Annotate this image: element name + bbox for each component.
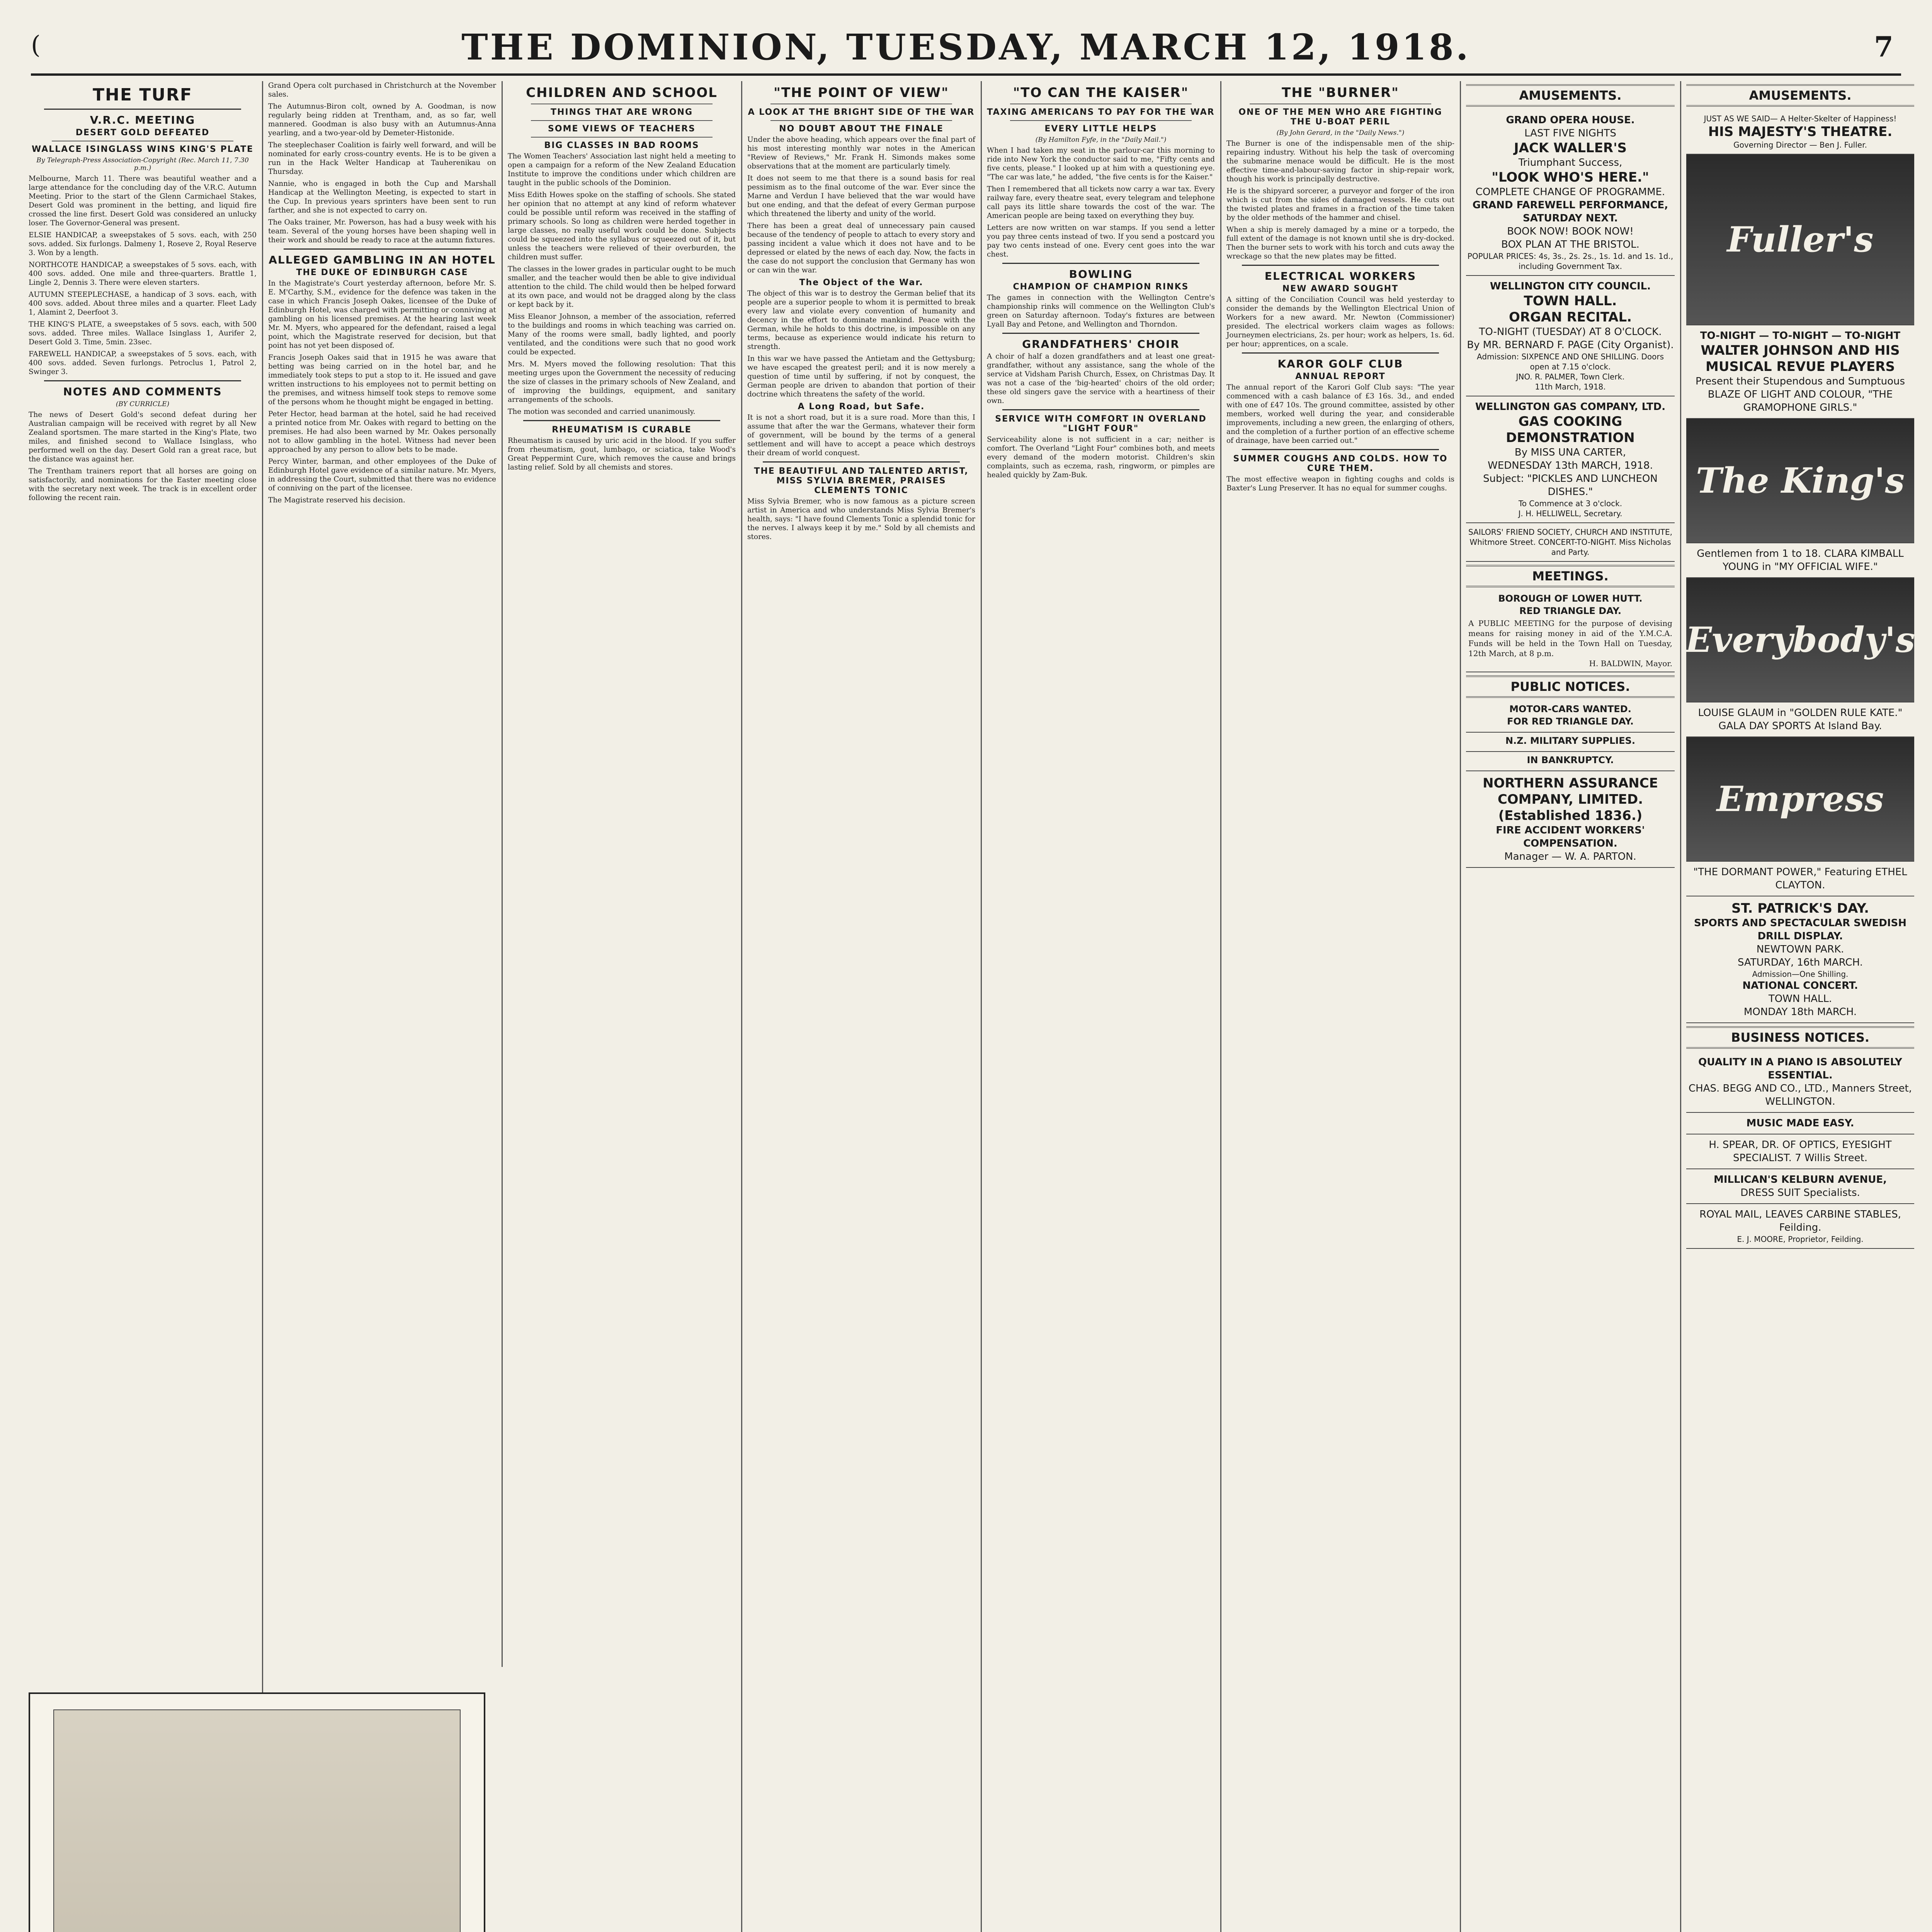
ad-line: J. H. HELLIWELL, Secretary. — [1518, 509, 1622, 518]
column-children-school — [502, 81, 742, 1932]
article-headline: BOWLING — [1069, 268, 1133, 281]
ad-line: By MR. BERNARD F. PAGE (City Organist). — [1467, 339, 1674, 351]
holiday-photo-illustration — [53, 1709, 461, 1932]
ad-line: JUST AS WE SAID— A Helter-Skelter of Happiness! — [1704, 114, 1897, 123]
column-can-the-kaiser — [981, 81, 1221, 1932]
notice-red-triangle-meeting — [1466, 590, 1675, 672]
section-heading: BUSINESS NOTICES. — [1686, 1026, 1914, 1049]
paragraph: In the Magistrate's Court yesterday afternoon, before Mr. S. E. M'Carthy, S.M., evidence for the defence was taken in the case in which Francis Joseph Oakes, licensee of the Duke of Edinburgh Hotel, was charged with permitting or conniving at gambling on his licensed premises. At the hearing last week Mr. M. Myers, who appeared for the defendant, raised a legal point, which the Magistrate reserved for decision, but that point has not yet been disposed of. — [268, 279, 496, 350]
ad-line: NORTHERN ASSURANCE COMPANY, LIMITED. (Established 1836.) — [1483, 776, 1658, 823]
ad-line: Gentlemen from 1 to 18. CLARA KIMBALL YOUNG in "MY OFFICIAL WIFE." — [1697, 548, 1904, 573]
notice-title: RED TRIANGLE DAY. — [1519, 605, 1622, 616]
ad-line: JACK WALLER'S — [1514, 140, 1627, 156]
ad-line: JNO. R. PALMER, Town Clerk. — [1516, 372, 1625, 381]
masthead-bracket: ( — [31, 31, 41, 60]
notice-title: FOR RED TRIANGLE DAY. — [1507, 716, 1634, 727]
ad-line: GRAND OPERA HOUSE. — [1506, 114, 1635, 126]
paragraph: Rheumatism is caused by uric acid in the blood. If you suffer from rheumatism, gout, lumbago, or sciatica, take Wood's Great Peppermint Cure, which removes the cause and brings lasting relief. Sold by all chemists and stores. — [508, 437, 736, 471]
byline: (By Hamilton Fyfe, in the "Daily Mail.") — [1035, 136, 1167, 144]
article-headline: ELECTRICAL WORKERS — [1264, 270, 1417, 282]
article-headline: GRANDFATHERS' CHOIR — [1022, 338, 1180, 350]
ad-line: E. J. MOORE, Proprietor, Feilding. — [1737, 1235, 1864, 1244]
article-headline: "THE POINT OF VIEW" — [774, 85, 949, 100]
ad-line: LAST FIVE NIGHTS — [1524, 128, 1616, 139]
ad-line: SPORTS AND SPECTACULAR SWEDISH DRILL DISPLAY. — [1694, 917, 1907, 942]
ad-line: HIS MAJESTY'S THEATRE. — [1708, 124, 1893, 139]
ad-line: LOUISE GLAUM in "GOLDEN RULE KATE." — [1698, 707, 1903, 719]
notice-military-supplies — [1466, 733, 1675, 752]
advert-optician — [1686, 1134, 1914, 1169]
advert-kings-programme — [1686, 543, 1914, 578]
ad-line: TO-NIGHT — TO-NIGHT — TO-NIGHT — [1700, 330, 1901, 342]
paragraph: Letters are now written on war stamps. If you send a letter you pay three cents instead of two. If you send a postcard you pay two cents instead of one. Every cent goes into the war chest. — [987, 224, 1215, 259]
paragraph: Miss Sylvia Bremer, who is now famous as a picture screen artist in America and who understands Miss Sylvia Bremer's health, says: "I have found Clements Tonic a splendid tonic for the nerves. I always keep it by me." Sold by all chemists and stores. — [747, 497, 975, 541]
ad-line: By MISS UNA CARTER, — [1514, 447, 1626, 458]
article-subheadline: THE DUKE OF EDINBURGH CASE — [296, 268, 468, 277]
article-subheadline: THINGS THAT ARE WRONG — [550, 107, 693, 117]
paragraph: NORTHCOTE HANDICAP, a sweepstakes of 5 sovs. each, with 400 sovs. added. One mile and three-quarters. Brattle 1, Lingle 2, Dennis 3. There were eleven starters. — [29, 261, 257, 287]
ad-line: SATURDAY, 16th MARCH. — [1738, 957, 1863, 968]
ad-line: NATIONAL CONCERT. — [1742, 980, 1858, 992]
advert-organ-recital — [1466, 276, 1675, 396]
notice-bankruptcy — [1466, 752, 1675, 771]
advert-millicans — [1686, 1169, 1914, 1204]
paragraph: It is not a short road, but it is a sure road. More than this, I assume that after the war the Germans, whatever their form of government, will be bound by the terms of a general settlement and will have to accept a peace which destroys their dream of world conquest. — [747, 413, 975, 457]
ad-line: GAS COOKING DEMONSTRATION — [1506, 414, 1635, 446]
paragraph: FAREWELL HANDICAP, a sweepstakes of 5 sovs. each, with 400 sovs. added. Seven furlongs. Petroclus 1, Patrol 2, Swinger 3. — [29, 350, 257, 376]
article-headline: NOTES AND COMMENTS — [63, 385, 222, 398]
article-subheadline: ANNUAL REPORT — [1295, 372, 1386, 381]
notice-body: A PUBLIC MEETING for the purpose of devising means for raising money in aid of the Y.M.C.A. Funds will be held in the Town Hall on Tuesday, 12th March, at 8 p.m. — [1468, 619, 1672, 658]
ad-line: TOWN HALL. — [1524, 293, 1617, 309]
ad-line: Governing Director — Ben J. Fuller. — [1733, 140, 1867, 150]
ad-line: 11th March, 1918. — [1535, 382, 1606, 391]
paragraph: The Autumnus-Biron colt, owned by A. Goodman, is now regularly being ridden at Trentham, and, as so far, well mannered. Goodman is also busy with an Autumnus-Anna yearling, and a two-year-old by Demeter-Histonide. — [268, 102, 496, 137]
advert-begg-pianos — [1686, 1052, 1914, 1113]
section-subheading: The Object of the War. — [799, 278, 923, 287]
paragraph: The most effective weapon in fighting coughs and colds is Baxter's Lung Preserver. It has no equal for summer coughs. — [1226, 475, 1454, 492]
section-heading: AMUSEMENTS. — [1686, 84, 1914, 107]
notice-title: IN BANKRUPTCY. — [1527, 755, 1614, 765]
ad-line: WELLINGTON GAS COMPANY, LTD. — [1475, 401, 1666, 413]
paragraph: In this war we have passed the Antietam and the Gettysburg; we have escaped the greatest peril; and it is now merely a question of time until by suffering, if not by conquest, the German people are driven to abandon that portion of their doctrine which threatens the safety of the world. — [747, 355, 975, 398]
fullers-logo: Fuller's — [1686, 155, 1914, 325]
ad-line: SAILORS' FRIEND SOCIETY, CHURCH AND INSTITUTE, Whitmore Street. CONCERT-TO-NIGHT. Miss Nicholas and Party. — [1468, 527, 1673, 557]
paragraph: He is the shipyard sorcerer, a purveyor and forger of the iron which is cut from the sides of damaged vessels. He cuts out the twisted plates and frames in a fraction of the time taken by the older methods of the hammer and chisel. — [1226, 187, 1454, 222]
article-headline: V.R.C. MEETING — [90, 114, 196, 126]
paragraph: When I had taken my seat in the parlour-car this morning to ride into New York the conductor said to me, "Fifty cents and five cents, please." I looked up at him with a questioning eye. "The car was late," he added, "the five cents is for the Kaiser." — [987, 146, 1215, 181]
article-subheadline: A LOOK AT THE BRIGHT SIDE OF THE WAR — [748, 107, 975, 117]
ad-line: MONDAY 18th MARCH. — [1743, 1006, 1857, 1018]
ad-line: GALA DAY SPORTS At Island Bay. — [1718, 720, 1882, 732]
notice-signature: H. BALDWIN, Mayor. — [1589, 659, 1672, 668]
article-subheadline: BIG CLASSES IN BAD ROOMS — [544, 141, 699, 150]
paragraph: The Burner is one of the indispensable men of the ship-repairing industry. Without his help the task of overcoming the submarine menace would be difficult. He is the most effective time-and-labour-saving factor in ship-repair work, though his work is principally destructive. — [1226, 139, 1454, 183]
paragraph: Under the above heading, which appears over the final part of his most interesting monthly war notes in the American "Review of Reviews," Mr. Frank H. Simonds makes some observations that at the moment are particularly timely. — [747, 136, 975, 170]
kings-theatre-logo: The King's — [1686, 419, 1914, 543]
byline: (By John Gerard, in the "Daily News.") — [1276, 129, 1405, 137]
article-headline: RHEUMATISM IS CURABLE — [552, 425, 692, 435]
ad-line: GRAND FAREWELL PERFORMANCE, SATURDAY NEXT. — [1472, 199, 1668, 224]
ad-line: WEDNESDAY 13th MARCH, 1918. — [1488, 460, 1653, 471]
article-subheadline: ONE OF THE MEN WHO ARE FIGHTING THE U-BOAT PERIL — [1238, 107, 1442, 127]
article-subheadline: TAXING AMERICANS TO PAY FOR THE WAR — [987, 107, 1215, 117]
article-headline: CHILDREN AND SCHOOL — [526, 85, 718, 100]
paragraph: Serviceability alone is not sufficient in a car; neither is comfort. The Overland "Light Four" combines both, and meets every demand of the modern motorist. Children's skin complaints, such as eczema, rash, ringworm, or pimples are healed quickly by Zam-Buk. — [987, 435, 1215, 479]
paragraph: The steeplechaser Coalition is fairly well forward, and will be nominated for early cross-country events. He is to be given a run in the Hack Welter Handicap at Tauherenikau on Thursday. — [268, 141, 496, 176]
advert-walter-johnson-revue — [1686, 325, 1914, 419]
advert-his-majestys-theatre — [1686, 110, 1914, 155]
paragraph: Then I remembered that all tickets now carry a war tax. Every railway fare, every theatre seat, every telegram and telephone call pays its little share towards the cost of the war. The American people are being taxed on everything they buy. — [987, 185, 1215, 220]
empress-logo: Empress — [1686, 737, 1914, 862]
paragraph: Percy Winter, barman, and other employees of the Duke of Edinburgh Hotel gave evidence of a similar nature. Mr. Myers, in addressing the Court, submitted that there was no evidence of conniving on the part of the licensee. — [268, 457, 496, 492]
paragraph: Grand Opera colt purchased in Christchurch at the November sales. — [268, 82, 496, 99]
paragraph: Melbourne, March 11. There was beautiful weather and a large attendance for the concluding day of the V.R.C. Autumn Meeting. Prior to the start of the Glenn Carmichael Stakes, Desert Gold was prominent in the betting, and liquid fire crossed the line first. Desert Gold was considered an unlucky loser. The Governor-General was present. — [29, 175, 257, 227]
ad-line: NEWTOWN PARK. — [1756, 944, 1844, 955]
paragraph: The Women Teachers' Association last night held a meeting to open a campaign for a reform of the New Zealand Education Institute to improve the conditions under which children are taught in the public schools of the Dominion. — [508, 152, 736, 187]
notice-title: N.Z. MILITARY SUPPLIES. — [1505, 735, 1636, 746]
paragraph: The classes in the lower grades in particular ought to be much smaller, and the teacher would then be able to give individual attention to the child. The child would then be helped forward at its own pace, and would not be dragged along by the class or kept back by it. — [508, 265, 736, 309]
ad-line: Admission: SIXPENCE AND ONE SHILLING. Doors open at 7.15 o'clock. — [1477, 352, 1664, 371]
column-turf-continued — [263, 81, 503, 1667]
advert-headline: THE BEAUTIFUL AND TALENTED ARTIST, MISS SYLVIA BREMER, PRAISES CLEMENTS TONIC — [754, 466, 969, 495]
ad-line: WALTER JOHNSON AND HIS MUSICAL REVUE PLAYERS — [1701, 343, 1900, 374]
ad-line: To Commence at 3 o'clock. — [1518, 499, 1622, 508]
section-subheading: A Long Road, but Safe. — [798, 402, 925, 412]
notice-motorcars — [1466, 701, 1675, 733]
paragraph: It does not seem to me that there is a sound basis for real pessimism as to the final outcome of the war. Ever since the Marne and Verdun I have believed that the war would have but one ending, and that the defeat of every German purpose which threatened the liberty and unity of the world. — [747, 174, 975, 218]
ad-line: ROYAL MAIL, LEAVES CARBINE STABLES, Feilding. — [1699, 1209, 1901, 1233]
paragraph: Nannie, who is engaged in both the Cup and Marshall Handicap at the Wellington Meeting, is expected to start in the Cup. In previous years sprinters have been sent to run farther, and she is not expected to carry on. — [268, 180, 496, 214]
ad-line: "THE DORMANT POWER," Featuring ETHEL CLAYTON. — [1693, 866, 1907, 891]
ad-line: BOX PLAN AT THE BRISTOL. — [1501, 239, 1639, 250]
ad-line: MUSIC MADE EASY. — [1746, 1117, 1854, 1129]
paragraph: The annual report of the Karori Golf Club says: "The year commenced with a cash balance of £3 16s. 3d., and ended with one of £47 10s. The ground committee, assisted by other members, worked well during the year, and considerable improvements, including a new green, the enlarging of others, and the completion of a further portion of an effective scheme of drainage, have been carried out." — [1226, 383, 1454, 445]
paragraph: Mrs. M. Myers moved the following resolution: That this meeting urges upon the Government the necessity of reducing the size of classes in the primary schools of New Zealand, and of improving the buildings, equipment, and sanitary arrangements of the schools. — [508, 360, 736, 404]
paragraph: When a ship is merely damaged by a mine or a torpedo, the full extent of the damage is not known until she is dry-docked. Then the burner sets to work with his torch and cuts away the wreckage so that the new plates may be fitted. — [1226, 226, 1454, 260]
ad-line: FIRE ACCIDENT WORKERS' COMPENSATION. — [1496, 825, 1645, 849]
masthead — [31, 15, 1901, 76]
column-turf — [23, 81, 263, 1932]
notice-title: BOROUGH OF LOWER HUTT. — [1498, 593, 1643, 604]
paragraph: The games in connection with the Wellington Centre's championship rinks will commence on the Wellington Club's green on Saturday afternoon. Today's fixtures are between Lyall Bay and Petone, and Wellington and Thorndon. — [987, 294, 1215, 328]
paragraph: A sitting of the Conciliation Council was held yesterday to consider the demands by the Wellington Electrical Union of Workers for a new award. Mr. Newton (Commissioner) presided. The electrical workers claim wages as follows: Journeymen electricians, 2s. per hour; work as helpers, 1s. 6d. per hour; apprentices, on a scale. — [1226, 296, 1454, 348]
paragraph: Miss Eleanor Johnson, a member of the association, referred to the buildings and rooms in which teaching was carried on. Many of the rooms were small, badly lighted, and poorly ventilated, and the conditions were such that no good work could be expected. — [508, 313, 736, 356]
everybodys-logo: Everybody's — [1686, 578, 1914, 702]
dateline: By Telegraph-Press Association-Copyright (Rec. March 11, 7.30 p.m.) — [36, 156, 249, 172]
ad-line: WELLINGTON CITY COUNCIL. — [1490, 281, 1651, 292]
advert-headline: SUMMER COUGHS AND COLDS. HOW TO CURE THEM. — [1233, 454, 1448, 473]
article-subheadline: NEW AWARD SOUGHT — [1282, 284, 1399, 294]
ad-line: Manager — W. A. PARTON. — [1504, 851, 1636, 862]
ad-line: ORGAN RECITAL. — [1509, 310, 1632, 325]
ad-line: QUALITY IN A PIANO IS ABSOLUTELY ESSENTIAL. — [1698, 1056, 1902, 1081]
ad-line: DRESS SUIT Specialists. — [1740, 1187, 1860, 1199]
ad-line: MILLICAN'S KELBURN AVENUE, — [1713, 1174, 1887, 1185]
ad-line: Subject: "PICKLES AND LUNCHEON DISHES." — [1483, 473, 1658, 498]
advert-everybodys-programme — [1686, 702, 1914, 737]
ad-line: H. SPEAR, DR. OF OPTICS, EYESIGHT SPECIALIST. 7 Willis Street. — [1709, 1139, 1892, 1164]
kodak-advertisement — [23, 1692, 491, 1932]
ad-line: BOOK NOW! BOOK NOW! — [1507, 226, 1634, 237]
paragraph: The Oaks trainer, Mr. Powerson, has had a busy week with his team. Several of the young horses have been shaping well in their work and should be ready to race at the autumn fixtures. — [268, 218, 496, 244]
section-heading: THE TURF — [93, 85, 192, 105]
ad-line: ST. PATRICK'S DAY. — [1731, 901, 1869, 916]
paragraph: The object of this war is to destroy the German belief that its people are a superior people to whom it is permitted to break every law and violate every convention of humanity and decency in the effort to dominate mankind. Peace with the German, while he holds to this doctrine, is impossible on any terms, because as experience would indicate his return to strength. — [747, 289, 975, 351]
section-heading: AMUSEMENTS. — [1466, 84, 1675, 107]
paragraph: Miss Edith Howes spoke on the staffing of schools. She stated her opinion that no attempt at any kind of reform whatever could be possible until reform was received in the staffing of primary schools. So long as children were herded together in large classes, no really useful work could be done. Subjects could be squeezed into the syllabus or squeezed out of it, but unless the teachers were relieved of their overburden, the children must suffer. — [508, 191, 736, 261]
ad-line: CHAS. BEGG AND CO., LTD., Manners Street, WELLINGTON. — [1689, 1083, 1912, 1107]
column-amusements-notices — [1461, 81, 1681, 1932]
notice-title: MOTOR-CARS WANTED. — [1509, 704, 1631, 714]
article-subheadline: SOME VIEWS OF TEACHERS — [548, 124, 696, 134]
advert-grand-opera-house — [1466, 110, 1675, 276]
advert-music — [1686, 1113, 1914, 1134]
paragraph: ELSIE HANDICAP, a sweepstakes of 5 sovs. each, with 250 sovs. added. Six furlongs. Dalmeny 1, Roseve 2, Royal Reserve 3. Won by a length. — [29, 231, 257, 257]
page-number: 7 — [1874, 30, 1893, 63]
ad-line: "LOOK WHO'S HERE." — [1492, 170, 1649, 185]
article-headline: KAROR GOLF CLUB — [1277, 357, 1403, 370]
article-subheadline: WALLACE ISINGLASS WINS KING'S PLATE — [31, 145, 254, 154]
article-subheadline: NO DOUBT ABOUT THE FINALE — [779, 124, 944, 134]
article-headline: "TO CAN THE KAISER" — [1013, 85, 1189, 100]
advert-northern-assurance — [1466, 771, 1675, 868]
article-subheadline: CHAMPION OF CHAMPION RINKS — [1013, 282, 1189, 292]
article-headline: ALLEGED GAMBLING IN AN HOTEL — [269, 253, 496, 266]
ad-line: Triumphant Success, — [1518, 157, 1622, 168]
advert-empress-programme — [1686, 862, 1914, 896]
section-heading: PUBLIC NOTICES. — [1466, 675, 1675, 698]
advert-sailors-concert — [1466, 523, 1675, 562]
paragraph: There has been a great deal of unnecessary pain caused because of the tendency of people to attach to every story and passing incident a value which it does not have and to be depressed or elated by the news of each day. Now, the facts in the case do not support the conclusion that Germany has won or can win the war. — [747, 222, 975, 274]
ad-line: TOWN HALL. — [1768, 993, 1832, 1005]
ad-line: COMPLETE CHANGE OF PROGRAMME. — [1475, 186, 1665, 198]
ad-line: Admission—One Shilling. — [1752, 969, 1849, 979]
paragraph: The motion was seconded and carried unanimously. — [508, 408, 696, 416]
paragraph: The Magistrate reserved his decision. — [268, 496, 405, 504]
article-headline: THE "BURNER" — [1282, 85, 1399, 100]
advert-gas-demonstration — [1466, 396, 1675, 523]
paragraph: AUTUMN STEEPLECHASE, a handicap of 3 sovs. each, with 400 sovs. added. About three miles and a quarter. Fleet Lady 1, Alamint 2, Deerfoot 3. — [29, 291, 257, 316]
advert-headline: SERVICE WITH COMFORT IN OVERLAND "LIGHT FOUR" — [995, 414, 1207, 434]
column-point-of-view — [742, 81, 982, 1932]
advert-st-patricks-day — [1686, 896, 1914, 1023]
paragraph: THE KING'S PLATE, a sweepstakes of 5 sovs. each, with 500 sovs. added. Three miles. Wallace Isinglass 1, Aurifer 2, Desert Gold 3. Time, 5min. 23sec. — [29, 320, 257, 346]
paragraph: Francis Joseph Oakes said that in 1915 he was aware that betting was being carried on in the hotel bar, and he immediately took steps to put a stop to it. He issued and gave written instructions to his employees not to permit betting on the premises, and witness himself took steps to remove some of the persons whom he thought might be engaged in betting. — [268, 354, 496, 406]
masthead-title: THE DOMINION, TUESDAY, MARCH 12, 1918. — [461, 26, 1471, 68]
paragraph: The Trentham trainers report that all horses are going on satisfactorily, and nominations for the Easter meeting close with the secretary next week. The track is in excellent order following the recent rain. — [29, 467, 257, 502]
byline: (BY CURRICLE) — [116, 400, 170, 408]
article-subheadline: EVERY LITTLE HELPS — [1044, 124, 1157, 134]
article-subheadline: DESERT GOLD DEFEATED — [75, 128, 210, 138]
paragraph: The news of Desert Gold's second defeat during her Australian campaign will be received with regret by all New Zealand sportsmen. The mare started in the King's Plate, two miles, and finished second to Wallace Isinglass, who performed well on the day. Desert Gold ran a great race, but the distance was against her. — [29, 411, 257, 463]
section-heading: MEETINGS. — [1466, 565, 1675, 587]
advert-royal-mail — [1686, 1204, 1914, 1249]
ad-line: Present their Stupendous and Sumptuous BLAZE OF LIGHT AND COLOUR, "THE GRAMOPHONE GIRLS." — [1695, 376, 1905, 413]
ad-line: TO-NIGHT (TUESDAY) AT 8 O'CLOCK. — [1479, 326, 1662, 338]
column-the-burner — [1221, 81, 1461, 1932]
paragraph: A choir of half a dozen grandfathers and at least one great-grandfather, without any assistance, sang the whole of the service at Vidsham Parish Church, Essex, on Christmas Day. It was not a case of the 'big-hearted' choirs of the old order; these old singers gave the service with a heartiness of their own. — [987, 352, 1215, 405]
paragraph: Peter Hector, head barman at the hotel, said he had received a printed notice from Mr. Oakes with regard to betting on the premises. He had also been warned by Mr. Oakes personally not to allow gambling in the hotel. Witness had never been approached by any person to allow bets to be made. — [268, 410, 496, 454]
column-amusements — [1681, 81, 1920, 1932]
ad-line: POPULAR PRICES: 4s, 3s., 2s. 2s., 1s. 1d. and 1s. 1d., including Government Tax. — [1467, 252, 1673, 271]
